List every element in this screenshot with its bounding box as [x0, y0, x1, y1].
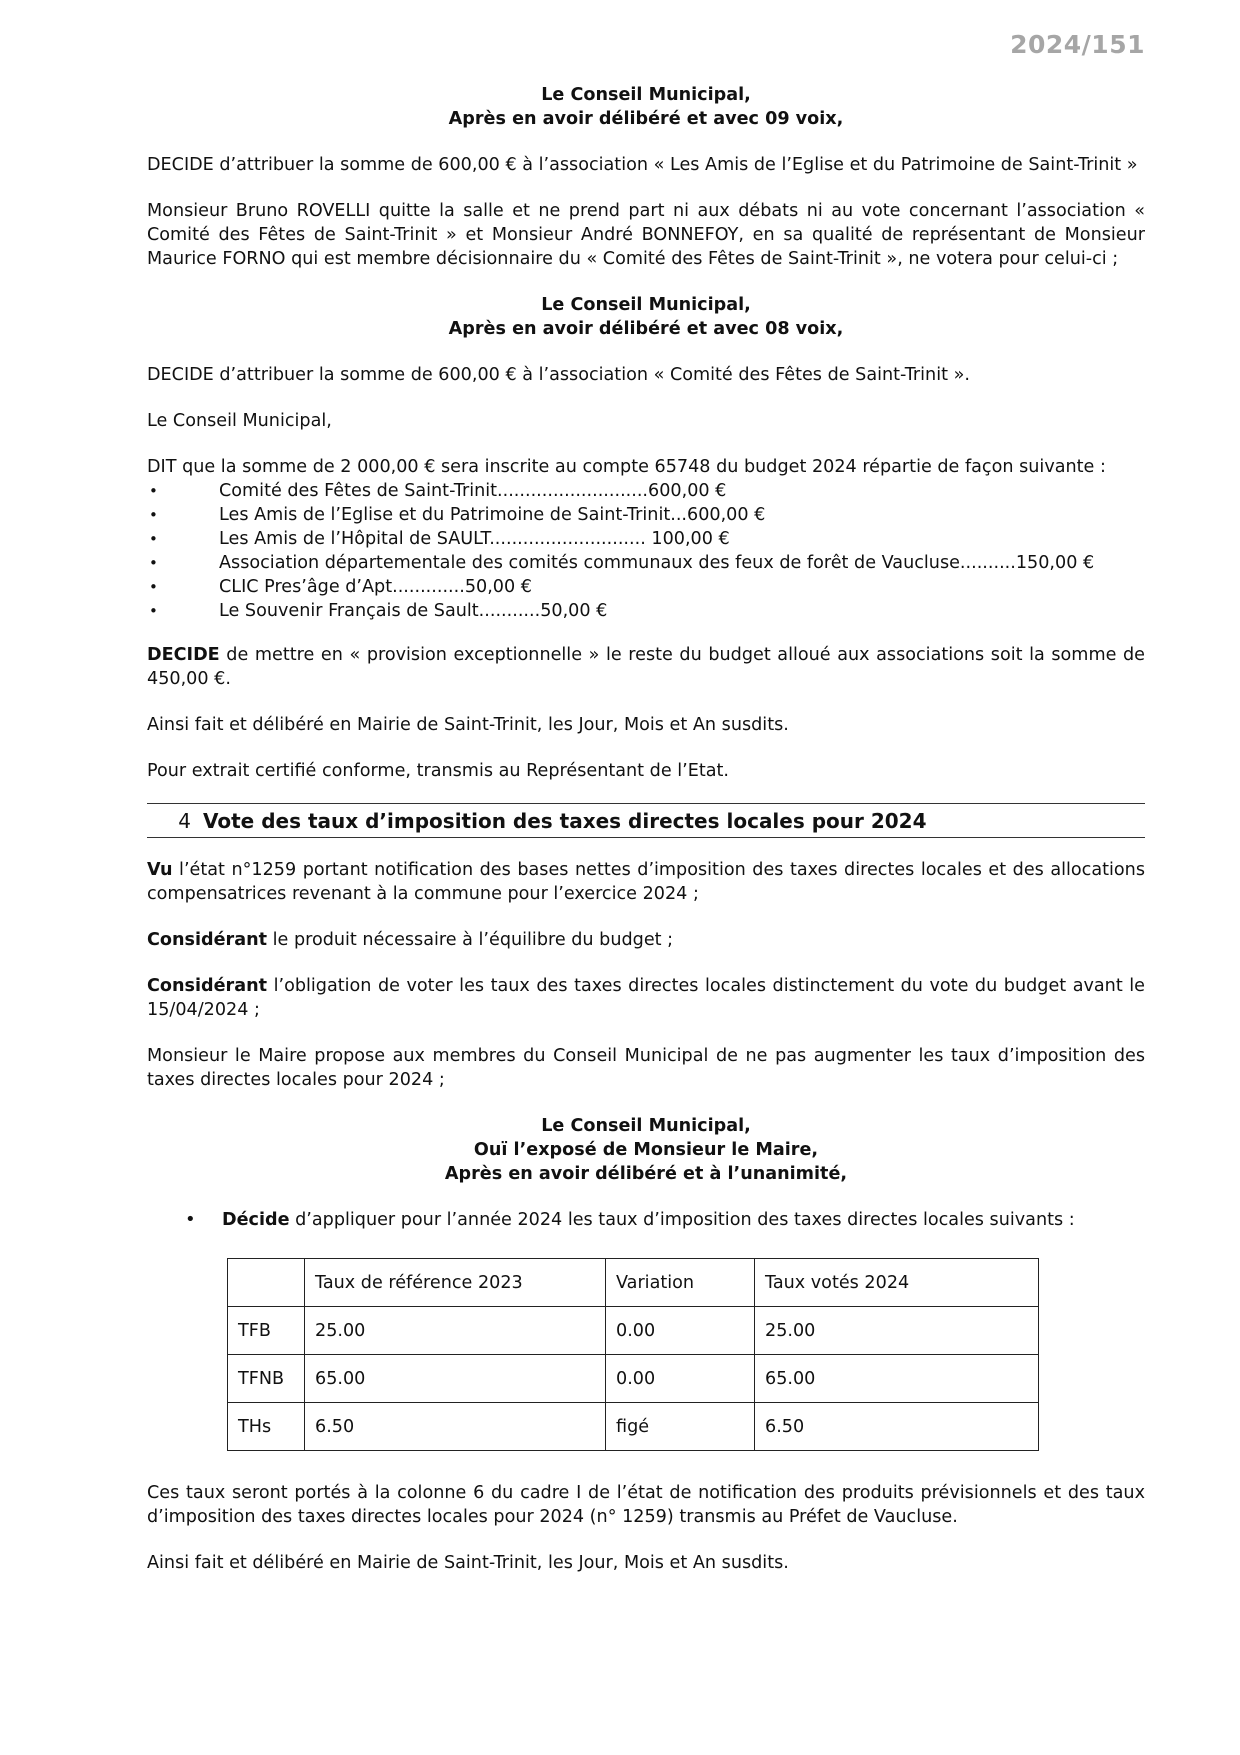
table-cell: 65.00: [755, 1355, 1039, 1403]
decision-comite: DECIDE d’attribuer la somme de 600,00 € à l’association « Comité des Fêtes de Saint-Trinit ».: [147, 365, 970, 385]
council-heading-1: Le Conseil Municipal,: [541, 85, 751, 105]
vote-heading-1: Après en avoir délibéré et avec 09 voix,: [448, 109, 844, 129]
table-row: [228, 1403, 1039, 1451]
vu-keyword: Vu: [147, 860, 173, 880]
vu-rest: l’état n°1259 portant notification des bases nettes d’imposition des taxes directes locales et des allocations compensatrices revenant à la commune pour l’exercice 2024 ;: [147, 860, 1145, 904]
provision-text: [147, 643, 1145, 691]
table-header-cell: Variation: [606, 1259, 755, 1307]
table-cell: TFB: [228, 1307, 305, 1355]
vu-text: [147, 858, 1145, 906]
table-cell: 65.00: [305, 1355, 606, 1403]
allocation-list: [147, 479, 1145, 623]
council-heading-2: Le Conseil Municipal,: [541, 295, 751, 315]
table-row: [228, 1307, 1039, 1355]
rates-table: [227, 1258, 1039, 1451]
table-cell: 25.00: [755, 1307, 1039, 1355]
table-header-row: [228, 1259, 1039, 1307]
decide-keyword: Décide: [222, 1210, 290, 1230]
decide-rates: [147, 1208, 1145, 1232]
table-cell: 0.00: [606, 1307, 755, 1355]
certified-text: Pour extrait certifié conforme, transmis au Représentant de l’Etat.: [147, 761, 730, 781]
table-row: [228, 1355, 1039, 1403]
considerant-1: [147, 928, 1145, 952]
considerant-keyword: Considérant: [147, 976, 268, 996]
allocation-item: • CLIC Pres’âge d’Apt.............50,00 €: [147, 575, 1145, 599]
table-cell: 6.50: [305, 1403, 606, 1451]
allocation-item: • Les Amis de l’Eglise et du Patrimoine de Saint-Trinit...600,00 €: [147, 503, 1145, 527]
section-title: Vote des taux d’imposition des taxes directes locales pour 2024: [203, 809, 927, 833]
provision-rest: de mettre en « provision exceptionnelle » le reste du budget alloué aux associations soit la somme de 450,00 €.: [147, 645, 1145, 689]
table-cell: TFNB: [228, 1355, 305, 1403]
council-heading-3: Le Conseil Municipal,: [541, 1116, 751, 1136]
table-header-cell: [228, 1259, 305, 1307]
allocation-item: • Le Souvenir Français de Sault...........50,00 €: [147, 599, 1145, 623]
table-cell: 25.00: [305, 1307, 606, 1355]
document-body: [147, 83, 1145, 1575]
done-text-1: Ainsi fait et délibéré en Mairie de Saint-Trinit, les Jour, Mois et An susdits.: [147, 715, 789, 735]
allocation-item: • Les Amis de l’Hôpital de SAULT............................ 100,00 €: [147, 527, 1145, 551]
table-cell: 0.00: [606, 1355, 755, 1403]
document-number: 2024/151: [1010, 30, 1145, 59]
considerant-rest: l’obligation de voter les taux des taxes directes locales distinctement du vote du budget avant le 15/04/2024 ;: [147, 976, 1145, 1020]
done-text-2: Ainsi fait et délibéré en Mairie de Saint-Trinit, les Jour, Mois et An susdits.: [147, 1553, 789, 1573]
table-header-cell: Taux votés 2024: [755, 1259, 1039, 1307]
allocation-item: • Comité des Fêtes de Saint-Trinit...........................600,00 €: [147, 479, 1145, 503]
oui-heading: Ouï l’exposé de Monsieur le Maire,: [473, 1140, 819, 1160]
dit-text: DIT que la somme de 2 000,00 € sera inscrite au compte 65748 du budget 2024 répartie de façon suivante :: [147, 457, 1106, 477]
allocation-item: • Association départementale des comités communaux des feux de forêt de Vaucluse..........150,00 €: [147, 551, 1145, 575]
section-header: [147, 803, 1145, 838]
table-cell: figé: [606, 1403, 755, 1451]
vote-heading-2: Après en avoir délibéré et avec 08 voix,: [448, 319, 844, 339]
maire-proposal: Monsieur le Maire propose aux membres du Conseil Municipal de ne pas augmenter les taux d’imposition des taxes directes locales pour 2024 ;: [147, 1046, 1145, 1090]
table-header-cell: Taux de référence 2023: [305, 1259, 606, 1307]
rates-note: Ces taux seront portés à la colonne 6 du cadre I de l’état de notification des produits prévisionnels et des taux d’imposition des taxes directes locales pour 2024 (n° 1259) transmis au Préfet de Vaucluse.: [147, 1483, 1145, 1527]
provision-keyword: DECIDE: [147, 645, 220, 665]
table-cell: 6.50: [755, 1403, 1039, 1451]
considerant-rest: le produit nécessaire à l’équilibre du budget ;: [267, 930, 674, 950]
section-number: 4: [178, 809, 191, 833]
council-label: Le Conseil Municipal,: [147, 411, 332, 431]
considerant-2: [147, 974, 1145, 1022]
decide-rest: d’appliquer pour l’année 2024 les taux d’imposition des taxes directes locales suivants :: [289, 1210, 1075, 1230]
considerant-keyword: Considérant: [147, 930, 268, 950]
unanimite-heading: Après en avoir délibéré et à l’unanimité,: [444, 1164, 848, 1184]
table-cell: THs: [228, 1403, 305, 1451]
decision-eglise: DECIDE d’attribuer la somme de 600,00 € à l’association « Les Amis de l’Eglise et du Patrimoine de Saint-Trinit »: [147, 155, 1138, 175]
notice-rovelli: Monsieur Bruno ROVELLI quitte la salle et ne prend part ni aux débats ni au vote concernant l’association « Comité des Fêtes de Saint-Trinit » et Monsieur André BONNEFOY, en sa qualité de représentant de Monsieur Maurice FORNO qui est membre décisionnaire du « Comité des Fêtes de Saint-Trinit », ne votera pour celui-ci ;: [147, 201, 1145, 269]
